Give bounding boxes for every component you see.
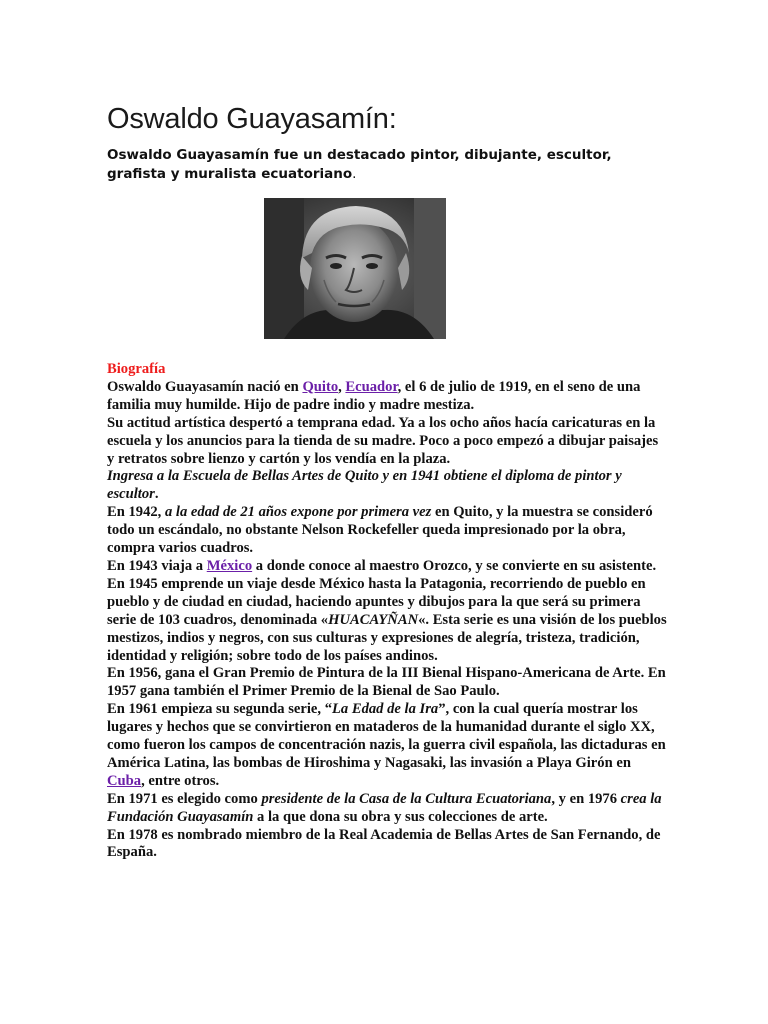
document-page <box>107 102 667 861</box>
text: En 1945 emprende un viaje desde México hasta la Patagonia, recorriendo de pueblo en pueblo y de ciudad en ciudad, haciendo apuntes y dibujos para la que será su primera serie de 103 cuadros, denominada « <box>107 575 646 628</box>
text: . <box>154 486 159 503</box>
text: Ingresa a la Escuela de Bellas Artes de Quito y en 1941 obtiene el diploma de pintor y escultor <box>107 468 622 503</box>
section-heading: Biografía <box>107 361 166 377</box>
text: , y en 1976 <box>551 790 621 807</box>
text: presidente de la Casa de la Cultura Ecuatoriana <box>261 790 552 807</box>
text: , entre otros. <box>141 772 220 789</box>
text: , <box>338 378 346 395</box>
portrait-photo <box>264 198 446 339</box>
text: En 1961 empieza su segunda serie, “ <box>107 701 332 718</box>
text: Oswaldo Guayasamín nació en <box>107 378 303 395</box>
paragraph-1971 <box>107 791 667 827</box>
paragraph-birth <box>107 379 667 415</box>
paragraph-1956: En 1956, gana el Gran Premio de Pintura de la III Bienal Hispano-Americana de Arte. En 1957 gana también el Primer Premio de la Bienal de Sao Paulo. <box>107 665 666 700</box>
link-mexico[interactable]: México <box>206 557 253 574</box>
text: En 1943 viaja a <box>107 557 207 574</box>
text: ”, con la cual quería mostrar los lugares y hechos que se convirtieron en mataderos de la humanidad durante el siglo XX, como fueron los campos de concentración nazis, la guerra civil española, las dictaduras en América Latina, las bombas de Hiroshima y Nagasaki, las invasión a Playa Girón en <box>107 701 666 771</box>
paragraph-childhood: Su actitud artística despertó a temprana edad. Ya a los ocho años hacía caricaturas en la escuela y los anuncios para la tienda de su madre. Poco a poco empezó a dibujar paisajes y retratos sobre lienzo y cartón y los vendía en la plaza. <box>107 414 659 467</box>
paragraph-1961 <box>107 701 667 791</box>
text: crea la Fundación Guayasamín <box>107 790 662 825</box>
text: a la edad de 21 años expone por primera vez <box>164 504 432 521</box>
subtitle-period: . <box>352 166 357 182</box>
page-title: Oswaldo Guayasamín: <box>107 103 397 135</box>
link-cuba[interactable]: Cuba <box>107 772 142 789</box>
paragraph-1945 <box>107 576 667 666</box>
biography-section <box>107 361 667 862</box>
text: En 1971 es elegido como <box>107 790 262 807</box>
text: en Quito, y la muestra se consideró todo un escándalo, no obstante Nelson Rockefeller queda impresionado por la obra, compra varios cuadros. <box>107 504 653 557</box>
text: HUACAYÑAN <box>328 611 419 628</box>
text: , el 6 de julio de 1919, en el seno de una familia muy humilde. Hijo de padre indio y madre mestiza. <box>107 378 641 413</box>
paragraph-1942 <box>107 504 667 558</box>
paragraph-school <box>107 468 667 504</box>
text: a donde conoce al maestro Orozco, y se convierte en su asistente. <box>252 557 657 574</box>
link-quito[interactable]: Quito <box>302 378 339 395</box>
paragraph-1943 <box>107 558 667 576</box>
text: «. Esta serie es una visión de los pueblos mestizos, indios y negros, con sus culturas y expresiones de alegría, tristeza, tradición, identidad y religión; sobre todo de los países andinos. <box>107 611 667 664</box>
subtitle <box>107 146 667 184</box>
portrait-image <box>264 198 446 339</box>
link-ecuador[interactable]: Ecuador <box>345 378 398 395</box>
text: a la que dona su obra y sus colecciones de arte. <box>253 808 548 825</box>
text: En 1942, <box>107 504 165 521</box>
paragraph-1978: En 1978 es nombrado miembro de la Real Academia de Bellas Artes de San Fernando, de España. <box>107 826 661 861</box>
text: La Edad de la Ira <box>332 701 439 718</box>
subtitle-text: Oswaldo Guayasamín fue un destacado pintor, dibujante, escultor, grafista y muralista ecuatoriano <box>107 147 612 182</box>
